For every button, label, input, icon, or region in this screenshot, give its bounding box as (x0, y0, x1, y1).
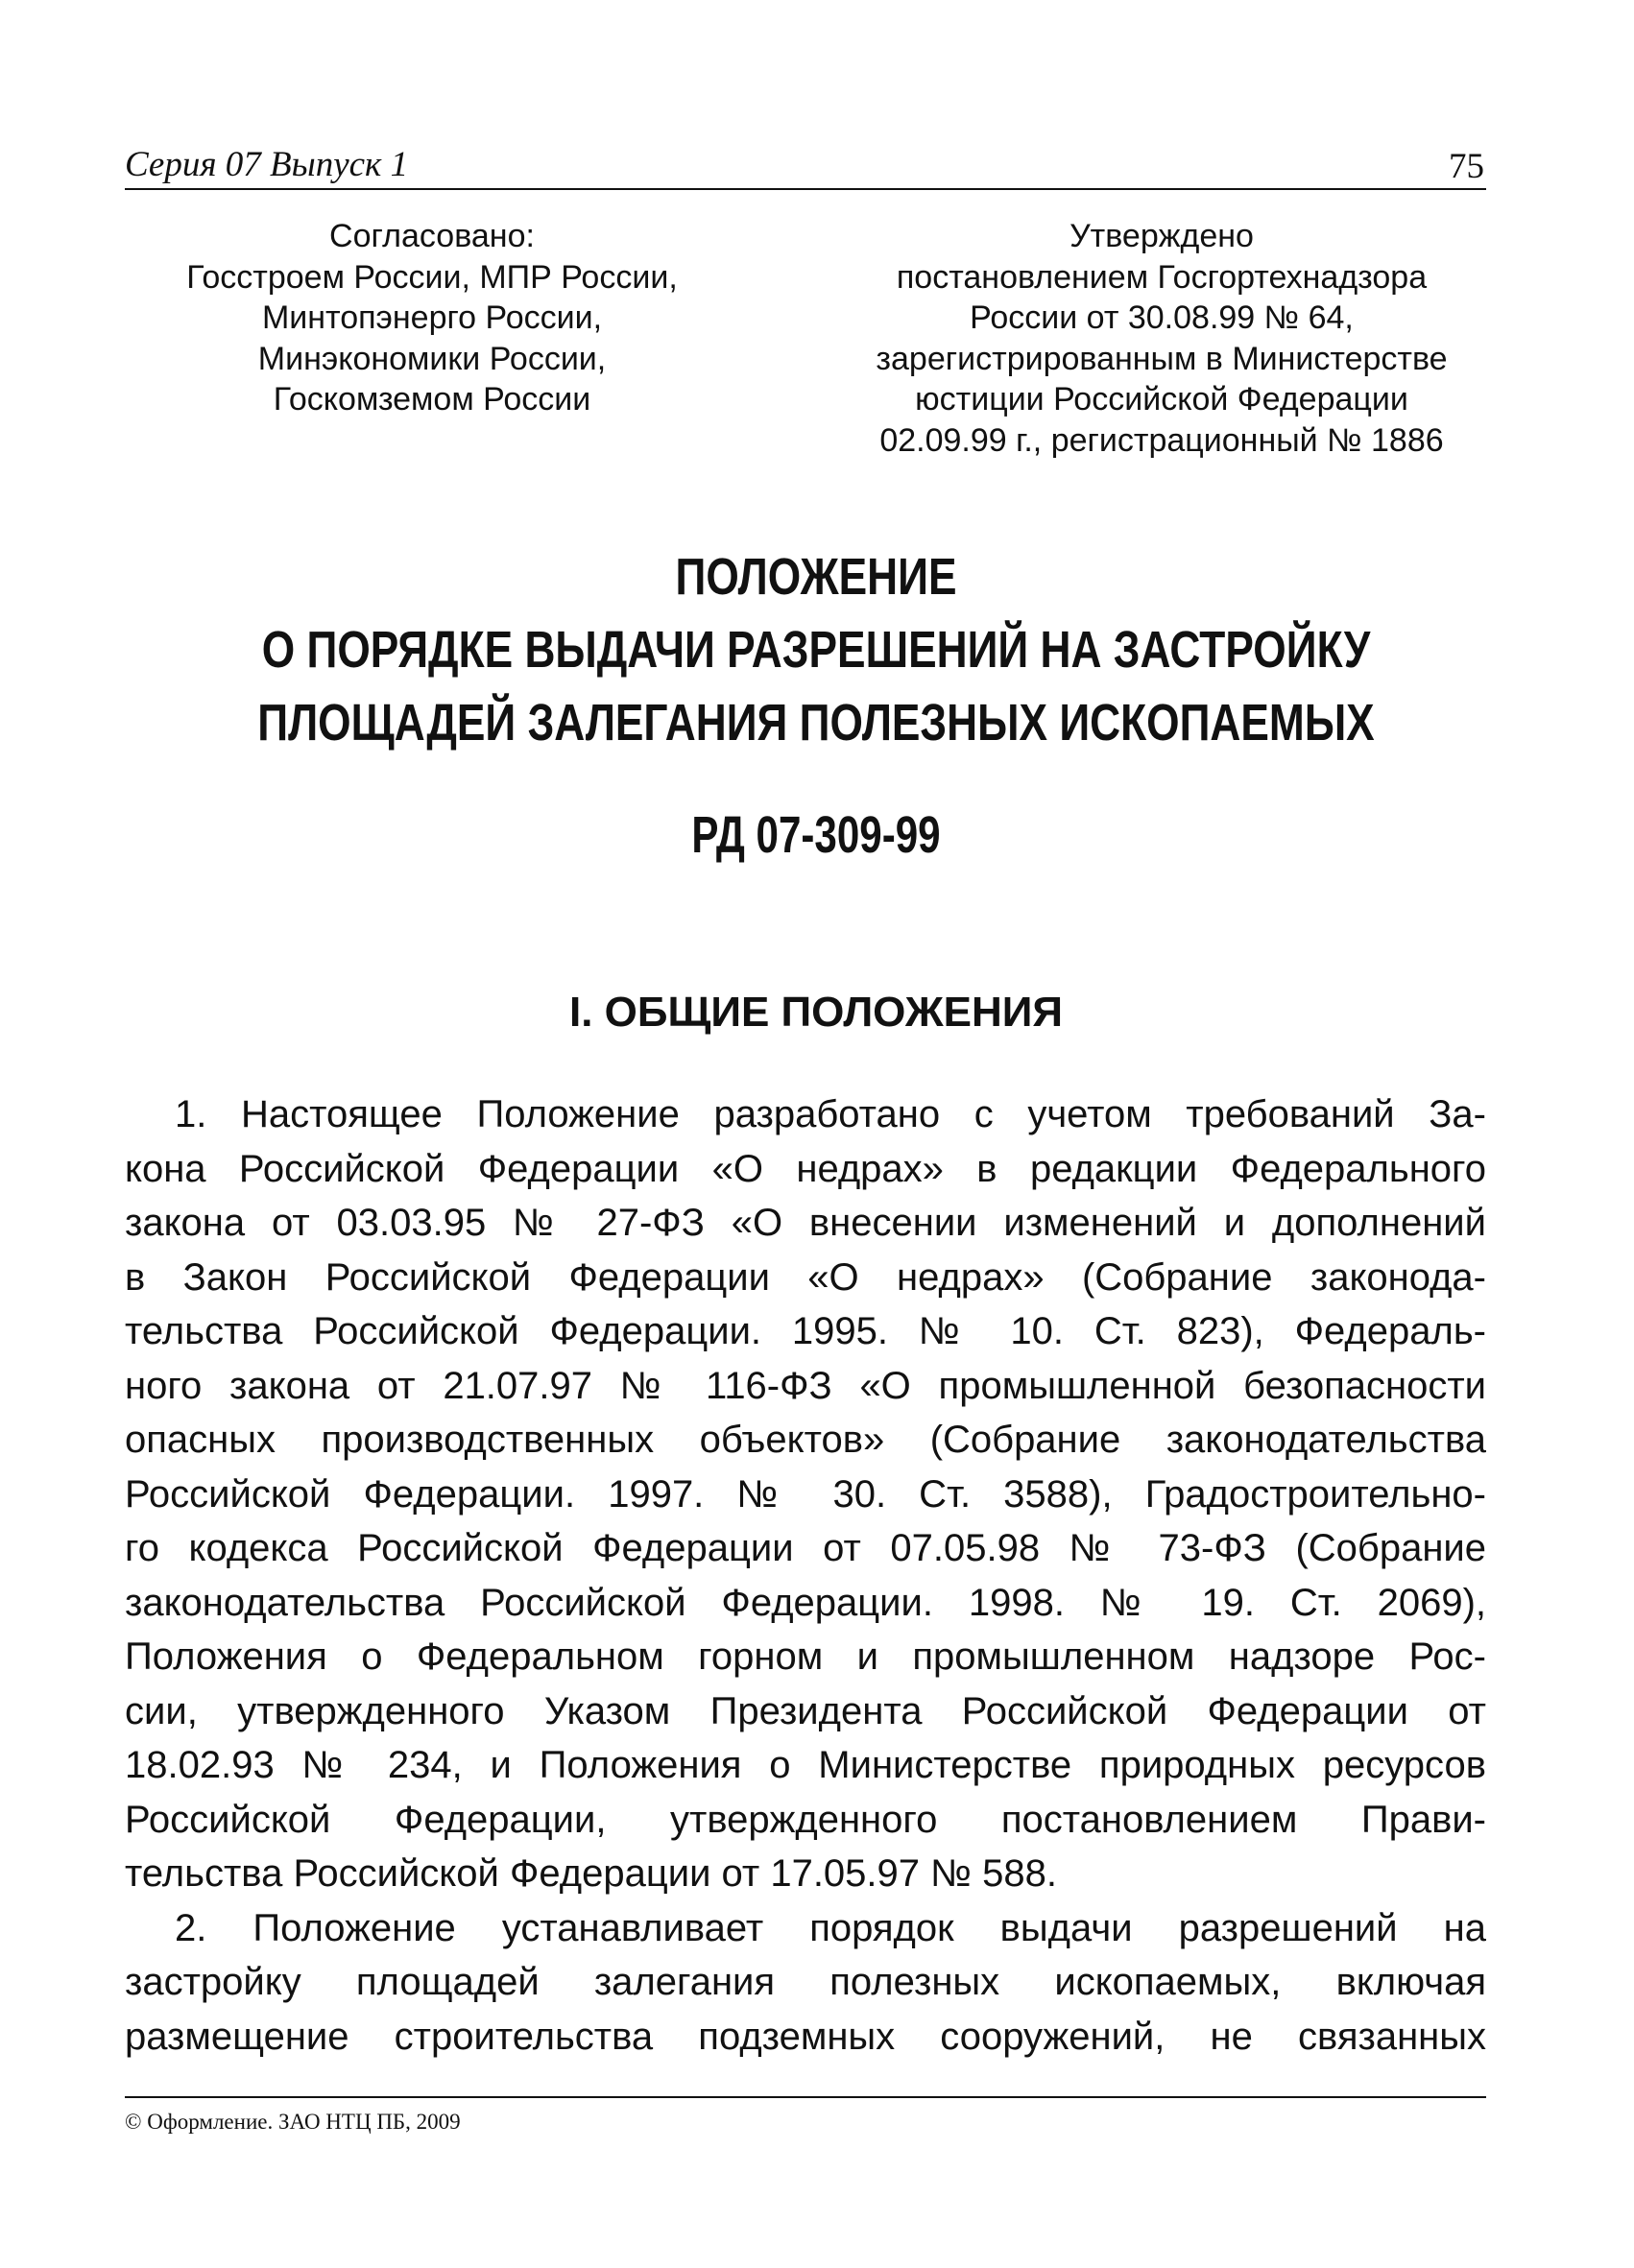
agreed-line: Минэкономики России, (257, 340, 607, 377)
paragraph-1-line: Российской Федерации. 1997. № 30. Ст. 3588), Градостроительно- (125, 1472, 1486, 1516)
series-label: Серия 07 Выпуск 1 (125, 145, 409, 184)
paragraph-2-line: размещение строительства подземных сооружений, не связанных (125, 2015, 1486, 2058)
document-title (226, 540, 1406, 759)
paragraph-1-line: сии, утвержденного Указом Президента Российской Федерации от (125, 1689, 1486, 1732)
paragraph-2-line: застройку площадей залегания полезных ископаемых, включая (125, 1961, 1486, 2003)
paragraph-1-line: в Закон Российской Федерации «О недрах» (Собрание законода- (125, 1255, 1486, 1299)
paragraph-1-line: Положения о Федеральном горном и промышленном надзоре Рос- (125, 1635, 1486, 1678)
approved-line: постановлением Госгортехнадзора (896, 258, 1428, 296)
agreed-line: Минтопэнерго России, (261, 299, 603, 336)
title-line: О ПОРЯДКЕ ВЫДАЧИ РАЗРЕШЕНИЙ НА ЗАСТРОЙКУ (261, 621, 1371, 679)
paragraph-1-line: 18.02.93 № 234, и Положения о Министерстве природных ресурсов (125, 1744, 1486, 1786)
paragraph-2-line: 2. Положение устанавливает порядок выдачи разрешений на (175, 1906, 1486, 1949)
title-line: ПЛОЩАДЕЙ ЗАЛЕГАНИЯ ПОЛЕЗНЫХ ИСКОПАЕМЫХ (257, 694, 1375, 752)
paragraph-1-line: тельства Российской Федерации. 1995. № 10. Ст. 823), Федераль- (125, 1310, 1486, 1352)
document-code: РД 07-309-99 (691, 806, 941, 864)
page-number: 75 (1449, 147, 1484, 186)
approved-line: 02.09.99 г., регистрационный № 1886 (879, 421, 1444, 459)
paragraph-1-line: 1. Настоящее Положение разработано с учетом требований За- (175, 1093, 1486, 1135)
paragraph-1-line: Российской Федерации, утвержденного постановлением Прави- (125, 1798, 1486, 1841)
agreed-block (144, 216, 720, 420)
approved-block (835, 216, 1488, 461)
agreed-line: Госкомземом России (273, 381, 591, 418)
paragraph-1-line: го кодекса Российской Федерации от 07.05.98 № 73-ФЗ (Собрание (125, 1527, 1486, 1569)
paragraph-1-line: опасных производственных объектов» (Собрание законодательства (125, 1419, 1486, 1461)
title-line: ПОЛОЖЕНИЕ (675, 548, 957, 606)
approved-line: юстиции Российской Федерации (915, 381, 1408, 418)
paragraph-1-line: тельства Российской Федерации от 17.05.97 № 588. (125, 1852, 1058, 1895)
paragraph-1-line: законодательства Российской Федерации. 1998. № 19. Ст. 2069), (125, 1581, 1486, 1624)
approved-line: России от 30.08.99 № 64, (970, 299, 1354, 336)
running-header (125, 144, 1486, 190)
approved-line: Утверждено (1069, 218, 1254, 254)
agreed-line: Согласовано: (329, 218, 535, 254)
approved-line: зарегистрированным в Министерстве (876, 340, 1448, 377)
paragraph-1-line: закона от 03.03.95 № 27-ФЗ «О внесении изменений и дополнений (125, 1202, 1486, 1244)
footer-divider (125, 2096, 1486, 2098)
paragraph-1-line: ного закона от 21.07.97 № 116-ФЗ «О промышленной безопасности (125, 1364, 1486, 1407)
copyright-footer: © Оформление. ЗАО НТЦ ПБ, 2009 (125, 2110, 461, 2134)
paragraph-1-line: кона Российской Федерации «О недрах» в редакции Федерального (125, 1147, 1486, 1190)
section-heading: I. ОБЩИЕ ПОЛОЖЕНИЯ (569, 989, 1063, 1036)
body-text (125, 1087, 1486, 2064)
agreed-line: Госстроем России, МПР России, (186, 258, 678, 296)
